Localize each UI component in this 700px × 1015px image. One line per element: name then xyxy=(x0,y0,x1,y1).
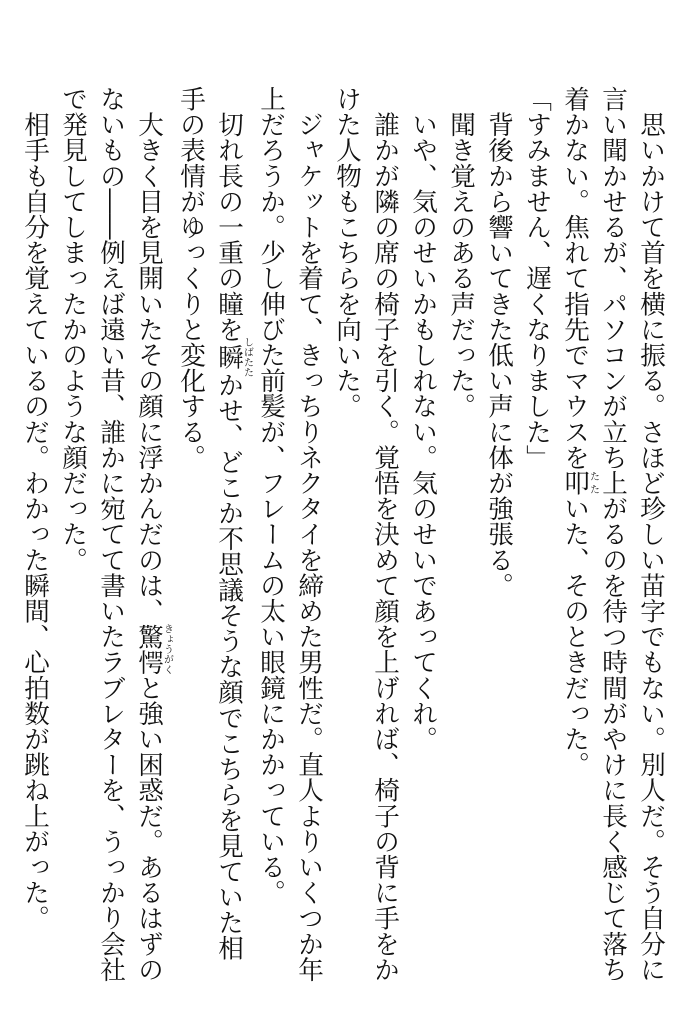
paragraph xyxy=(404,86,442,986)
ruby-word xyxy=(134,623,173,675)
ruby-reading: しばたた xyxy=(241,337,253,377)
text-run: かせ、どこか不思議そうな顔でこちらを見ていた相手の表情がゆっくりと変化する。 xyxy=(176,86,244,961)
text-run: 背後から響いてきた低い声に体が強張る。 xyxy=(484,86,514,598)
paragraph xyxy=(518,86,556,986)
vertical-text-body xyxy=(16,86,670,986)
paragraph xyxy=(480,86,518,986)
text-run: いた、そのときだった。 xyxy=(560,495,590,778)
paragraph xyxy=(328,86,404,986)
text-run: 切れ長の一重の瞳を xyxy=(214,86,244,342)
text-run: ジャケットを着て、きっちりネクタイを締めた男性だ。直人よりいくつか年上だろうか。少し伸びた前髪が、フレームの太い眼鏡にかかっている。 xyxy=(256,86,324,982)
paragraph xyxy=(442,86,480,986)
paragraph xyxy=(252,86,328,986)
text-run: 思いかけて首を横に振る。さほど珍しい苗字でもない。別人だ。そう自分に言い聞かせるが、パソコンが立ち上がるのを待つ時間がやけに長く感じて落ち着かない。焦れて指先でマウスを xyxy=(560,86,666,982)
text-run: と強い困惑だ。あるはずのないもの――例えば遠い昔、誰かに宛てて書いたラブレターを、うっかり会社で発見してしまったかのような顔だった。 xyxy=(58,86,164,983)
text-run: 大きく目を見開いたその顔に浮かんだのは、 xyxy=(134,86,164,624)
ruby-base: 叩 xyxy=(560,470,590,496)
paragraph xyxy=(54,86,172,986)
text-run: 相手も自分を覚えているのだ。わかった瞬間、心拍数が跳ね上がった。 xyxy=(20,86,50,931)
ruby-base: 驚愕 xyxy=(134,623,164,675)
text-run: 誰かが隣の席の椅子を引く。覚悟を決めて顔を上げれば、椅子の背に手をかけた人物もこちらを向いた。 xyxy=(332,86,400,982)
text-run: 聞き覚えのある声だった。 xyxy=(446,86,476,419)
paragraph xyxy=(172,86,252,986)
ruby-reading: たた xyxy=(587,470,599,496)
paragraph xyxy=(16,86,54,986)
text-run: 「すみません、遅くなりました」 xyxy=(522,86,552,470)
text-run: いや、気のせいかもしれない。気のせいであってくれ。 xyxy=(408,86,438,752)
ruby-word xyxy=(214,337,253,377)
paragraph xyxy=(556,86,670,986)
ruby-reading: きょうがく xyxy=(161,623,173,675)
ruby-word xyxy=(560,470,599,496)
ruby-base: 瞬 xyxy=(214,337,244,377)
